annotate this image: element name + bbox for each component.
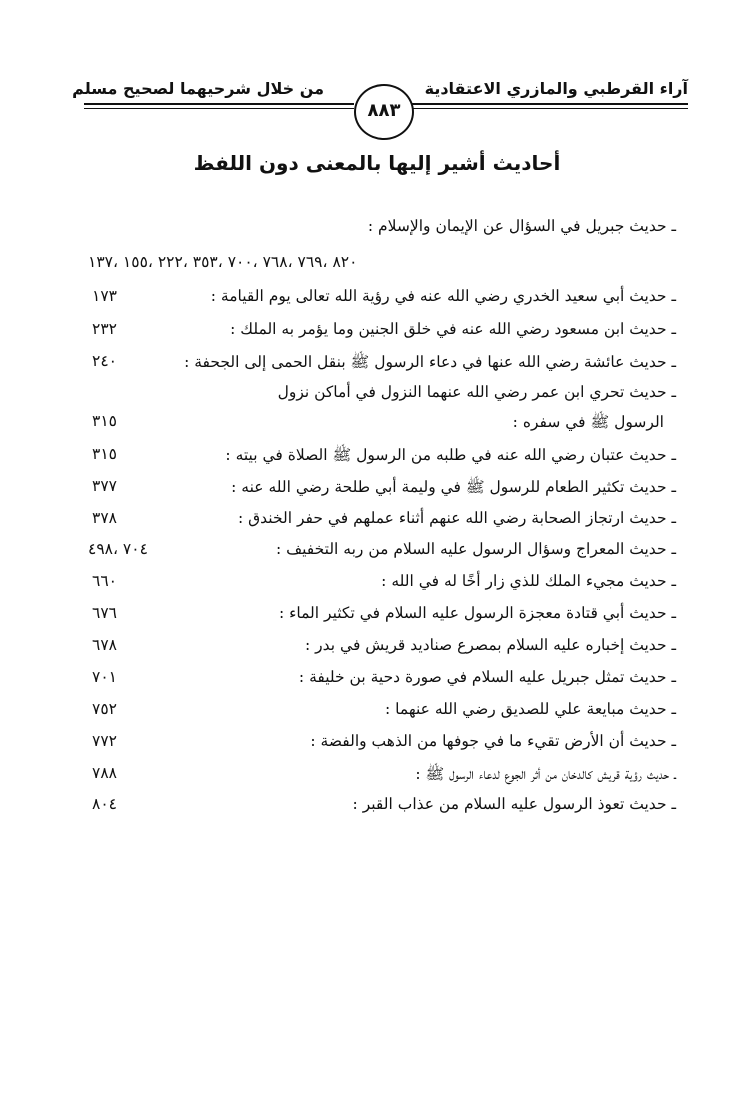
- header-book-title: آراء القرطبي والمازري الاعتقادية: [424, 79, 688, 98]
- entry-text-9: ـ حديث المعراج وسؤال الرسول عليه السلام من ربه التخفيف :: [275, 540, 676, 558]
- header-subtitle: من خلال شرحيهما لصحيح مسلم: [72, 79, 324, 98]
- entry-pages-11: ٦٧٦: [92, 604, 117, 622]
- entry-pages-8: ٣٧٨: [92, 509, 117, 527]
- entry-pages-14: ٧٥٢: [92, 700, 117, 718]
- entry-text-12: ـ حديث إخباره عليه السلام بمصرع صناديد قريش في بدر :: [305, 636, 676, 654]
- header-rule-right: [410, 103, 688, 105]
- entry-text-16: ـ حديث رؤية قريش كالدخان من أثر الجوع لدعاء الرسول ﷺ :: [415, 765, 676, 783]
- entry-text-1: ـ حديث جبريل في السؤال عن الإيمان والإسلام :: [367, 217, 676, 235]
- entry-pages-9: ٧٠٤ ،٤٩٨: [88, 540, 148, 558]
- entry-text-10: ـ حديث مجيء الملك للذي زار أخًا له في الله :: [381, 572, 676, 590]
- header-rule-right-thin: [410, 108, 688, 109]
- entry-pages-5: ٣١٥: [92, 412, 117, 430]
- entry-text-17: ـ حديث تعوذ الرسول عليه السلام من عذاب القبر :: [352, 795, 676, 813]
- entry-text-4: ـ حديث عائشة رضي الله عنها في دعاء الرسول ﷺ بنقل الحمى إلى الجحفة :: [184, 353, 676, 371]
- entry-text-5: ـ حديث تحري ابن عمر رضي الله عنهما النزول في أماكن نزول: [277, 383, 676, 401]
- entry-text-2: ـ حديث أبي سعيد الخدري رضي الله عنه في رؤية الله تعالى يوم القيامة :: [210, 287, 676, 305]
- entry-text-15: ـ حديث أن الأرض تقيء ما في جوفها من الذهب والفضة :: [310, 732, 676, 750]
- entry-pages-12: ٦٧٨: [92, 636, 117, 654]
- entry-pages-15: ٧٧٢: [92, 732, 117, 750]
- entry-text-5-continued: الرسول ﷺ في سفره :: [512, 413, 664, 431]
- entry-pages-2: ١٧٣: [92, 287, 117, 305]
- entry-text-14: ـ حديث مبايعة علي للصديق رضي الله عنهما :: [385, 700, 676, 718]
- entry-text-11: ـ حديث أبي قتادة معجزة الرسول عليه السلام في تكثير الماء :: [278, 604, 676, 622]
- entry-pages-7: ٣٧٧: [92, 477, 117, 495]
- header-rule-left: [84, 103, 354, 105]
- entry-pages-6: ٣١٥: [92, 445, 117, 463]
- entry-text-13: ـ حديث تمثل جبريل عليه السلام في صورة دحية بن خليفة :: [298, 668, 676, 686]
- entry-pages-13: ٧٠١: [92, 668, 117, 686]
- entry-pages-4: ٢٤٠: [92, 352, 117, 370]
- entry-text-3: ـ حديث ابن مسعود رضي الله عنه في خلق الجنين وما يؤمر به الملك :: [230, 320, 676, 338]
- header-rule-left-thin: [84, 108, 354, 109]
- entry-text-8: ـ حديث ارتجاز الصحابة رضي الله عنهم أثناء عملهم في حفر الخندق :: [238, 509, 676, 527]
- entry-pages-10: ٦٦٠: [92, 572, 117, 590]
- entry-text-6: ـ حديث عتبان رضي الله عنه في طلبه من الرسول ﷺ الصلاة في بيته :: [225, 446, 676, 464]
- entry-pages-3: ٢٣٢: [92, 320, 117, 338]
- section-title: أحاديث أشير إليها بالمعنى دون اللفظ: [193, 151, 561, 175]
- entry-pages-1: ٨٢٠ ،٧٦٩ ،٧٦٨ ،٧٠٠ ،٣٥٣ ،٢٢٢ ،١٥٥ ،١٣٧: [88, 253, 358, 271]
- entry-pages-17: ٨٠٤: [92, 795, 117, 813]
- page-number-badge: ٨٨٣: [354, 84, 414, 140]
- entry-pages-16: ٧٨٨: [92, 764, 117, 782]
- entry-text-7: ـ حديث تكثير الطعام للرسول ﷺ في وليمة أبي طلحة رضي الله عنه :: [231, 478, 676, 496]
